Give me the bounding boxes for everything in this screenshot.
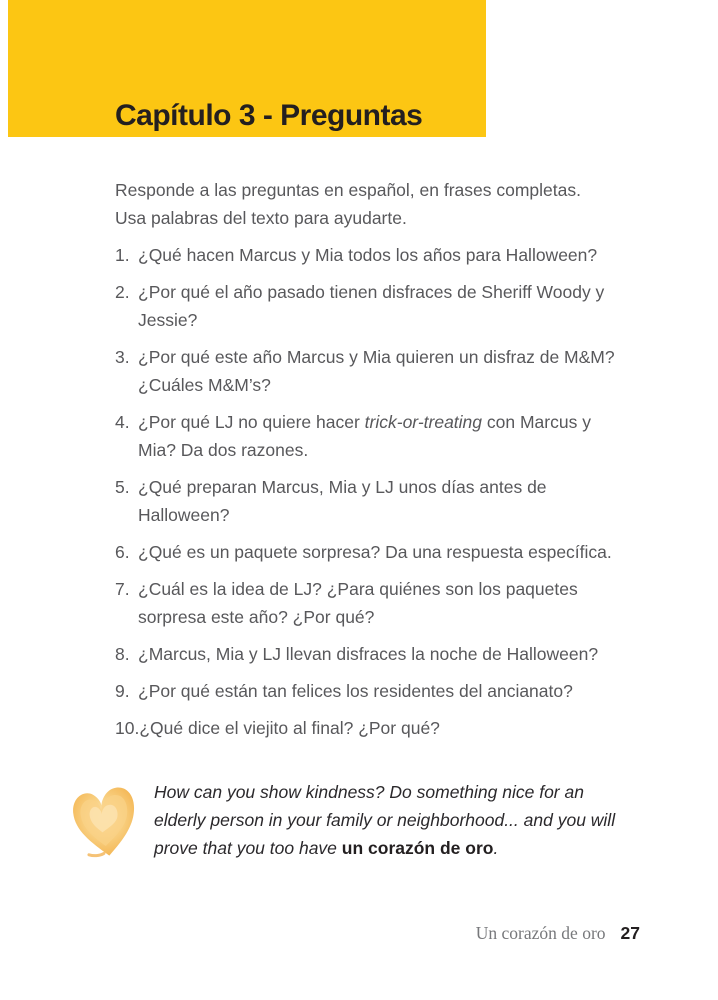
question-number: 6.: [115, 542, 130, 562]
question-item: [115, 241, 625, 269]
question-text: ¿Qué preparan Marcus, Mia y LJ unos días antes de Halloween?: [138, 477, 547, 525]
question-item: [115, 408, 625, 464]
chapter-banner: [8, 0, 486, 137]
question-item: [115, 714, 625, 742]
question-text: ¿Qué dice el viejito al final? ¿Por qué?: [139, 718, 440, 738]
question-list: [115, 241, 625, 751]
question-item: [115, 538, 625, 566]
question-text: ¿Marcus, Mia y LJ llevan disfraces la noche de Halloween?: [138, 644, 599, 664]
question-text: ¿Por qué el año pasado tienen disfraces de Sheriff Woody y Jessie?: [138, 282, 605, 330]
question-item: [115, 575, 625, 631]
question-number: 9.: [115, 681, 130, 701]
kindness-note: [68, 772, 632, 866]
question-number: 4.: [115, 412, 130, 432]
page-title: Capítulo 3 - Preguntas: [115, 99, 423, 132]
question-text: ¿Qué hacen Marcus y Mia todos los años para Halloween?: [138, 245, 598, 265]
kindness-note-text: [154, 772, 632, 866]
question-number: 3.: [115, 347, 130, 367]
question-number: 8.: [115, 644, 130, 664]
instructions-line-1: Responde a las preguntas en español, en frases completas.: [115, 180, 581, 200]
question-text-italic: trick-or-treating: [364, 412, 483, 432]
book-title: Un corazón de oro: [475, 923, 606, 943]
note-text-pre: How can you show kindness? Do something nice for an elderly person in your family or neighborhood... and you will prove that you too have: [154, 782, 616, 858]
question-text: [138, 408, 625, 464]
page-number: 27: [620, 923, 640, 943]
note-text-post: .: [493, 838, 499, 858]
question-number: 7.: [115, 579, 130, 599]
page-footer: [0, 923, 640, 944]
question-item: [115, 677, 625, 705]
question-item: [115, 278, 625, 334]
question-item: [115, 640, 625, 668]
question-number: 10.: [115, 718, 140, 738]
question-text: ¿Qué es un paquete sorpresa? Da una respuesta específica.: [138, 542, 612, 562]
gold-heart-icon: [68, 778, 140, 866]
question-text: ¿Cuál es la idea de LJ? ¿Para quiénes son los paquetes sorpresa este año? ¿Por qué?: [138, 579, 578, 627]
question-text-pre: ¿Por qué LJ no quiere hacer: [138, 412, 365, 432]
question-item: [115, 473, 625, 529]
question-text: ¿Por qué están tan felices los residentes del ancianato?: [138, 681, 573, 701]
instructions: [115, 176, 630, 232]
question-number: 2.: [115, 282, 130, 302]
note-text-bold: un corazón de oro: [341, 838, 494, 858]
question-number: 1.: [115, 245, 130, 265]
question-text-post: con Marcus y Mia? Da dos razones.: [138, 412, 591, 460]
question-text: ¿Por qué este año Marcus y Mia quieren un disfraz de M&M? ¿Cuáles M&M’s?: [138, 347, 615, 395]
question-item: [115, 343, 625, 399]
question-number: 5.: [115, 477, 130, 497]
instructions-line-2: Usa palabras del texto para ayudarte.: [115, 208, 407, 228]
